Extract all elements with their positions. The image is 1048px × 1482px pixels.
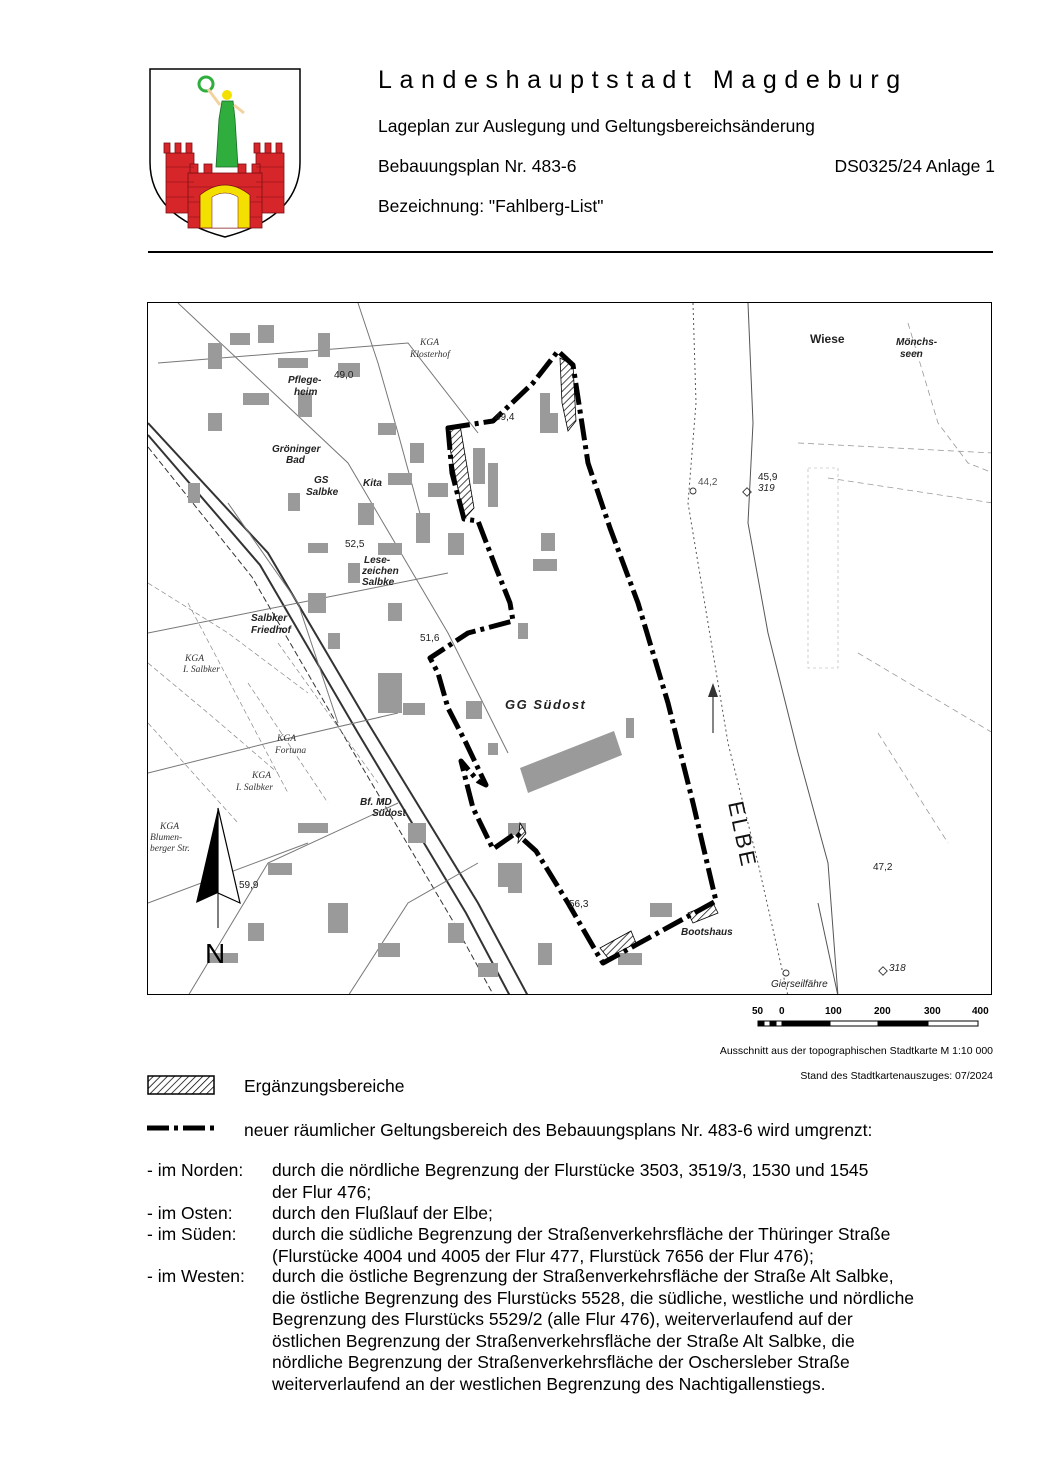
label-kga-blumenberger-3: berger Str. — [150, 844, 190, 854]
scale-tick-300: 300 — [924, 1006, 941, 1017]
label-height-45-9: 45,9 — [758, 472, 778, 483]
plan-area-buildings — [466, 393, 672, 917]
legend-supplement-label: Ergänzungsbereiche — [244, 1076, 405, 1096]
label-elbe: ELBE — [723, 798, 762, 871]
label-height-49-0: 49,0 — [334, 370, 354, 381]
elbe-river — [688, 303, 838, 995]
city-title: Landeshauptstadt Magdeburg — [378, 66, 908, 94]
map-frame — [147, 302, 992, 995]
meadow-parcel — [808, 468, 838, 668]
label-height-47-2: 47,2 — [873, 862, 893, 873]
label-kga-salbker-2b: I. Salbker — [236, 783, 273, 793]
label-height-51-6: 51,6 — [420, 633, 440, 644]
label-friedhof-1: Salbker — [251, 613, 288, 624]
plan-boundary — [430, 351, 716, 963]
supplement-areas — [446, 358, 718, 958]
label-north: N — [205, 938, 226, 969]
boundary-direction: - im Osten: — [147, 1203, 233, 1223]
label-gs-2: Salbke — [306, 487, 339, 498]
label-gierseilfaehre: Gierseilfähre — [771, 979, 828, 990]
label-pflegeheim-1: Pflege- — [288, 375, 322, 386]
map-source-note: Ausschnitt aus der topographischen Stadtkarte M 1:10 000 — [719, 1045, 993, 1057]
label-lesezeichen-1: Lese- — [364, 555, 391, 566]
boundary-direction: - im Westen: — [147, 1266, 245, 1286]
label-kga-fortuna-2: Fortuna — [275, 746, 307, 756]
legend-boundary-label: neuer räumlicher Geltungsbereich des Bebauungsplans Nr. 483-6 wird umgrenzt: — [244, 1120, 873, 1140]
label-wiese: Wiese — [810, 332, 845, 346]
label-lesezeichen-3: Salbke — [362, 577, 395, 588]
label-height-44-2: 44,2 — [698, 477, 718, 488]
label-kga-salbker-1b: I. Salbker — [183, 665, 220, 675]
label-moenchsseen-1: Mönchs- — [896, 337, 938, 348]
scale-tick-400: 400 — [972, 1006, 989, 1017]
legend-hatch-swatch — [147, 1075, 215, 1095]
label-friedhof-2: Friedhof — [251, 625, 291, 636]
map-status-note: Stand des Stadtkartenauszuges: 07/2024 — [800, 1070, 993, 1082]
legend-boundary-swatch — [147, 1123, 215, 1133]
scale-tick-100: 100 — [825, 1006, 842, 1017]
height-markers — [690, 488, 887, 976]
boundary-text: durch die südliche Begrenzung der Straßenverkehrsfläche der Thüringer Straße (Flurstücke 4004 und 4005 der Flur 477, Flurstück 7656 der Flur 476); — [272, 1224, 891, 1266]
label-groeninger-1: Gröninger — [272, 444, 321, 455]
boundary-text: durch den Flußlauf der Elbe; — [272, 1203, 493, 1223]
boundary-text: durch die nördliche Begrenzung der Flurstücke 3503, 3519/3, 1530 und 1545 der Flur 476; — [272, 1160, 869, 1202]
label-height-56-3: 56,3 — [569, 899, 589, 910]
plan-subtitle: Lageplan zur Auslegung und Geltungsbereichsänderung — [378, 116, 815, 136]
plan-number: Bebauungsplan Nr. 483-6 — [378, 156, 577, 176]
coat-of-arms — [148, 67, 302, 239]
floodplain-lines — [798, 323, 992, 843]
scale-bar — [748, 1003, 994, 1033]
boundary-text: durch die östliche Begrenzung der Straßenverkehrsfläche der Straße Alt Salbke, die östliche Begrenzung des Flurstücks 5528, die südliche, westliche und nördliche Begrenzung des Flurstücks 5529/2 (alle Flur 476), weiterverlaufend auf der östlichen Begrenzung der Straßenverkehrsfläche der Straße Alt Salbke, die nördliche Begrenzung der Straßenverkehrsfläche der Oschersleber Straße weiterverlaufend an der westlichen Begrenzung des Nachtigallenstiegs. — [272, 1266, 915, 1394]
scale-bar-segments — [758, 1021, 978, 1026]
scale-tick-50: 50 — [752, 1006, 764, 1017]
label-bootshaus: Bootshaus — [681, 927, 733, 938]
label-kga-blumenberger-2: Blumen- — [150, 833, 183, 843]
label-kga-blumenberger-1: KGA — [160, 822, 179, 832]
document-reference: DS0325/24 Anlage 1 — [834, 156, 995, 176]
label-height-49-4: 49,4 — [495, 412, 515, 423]
label-groeninger-2: Bad — [286, 455, 305, 466]
label-number-318: 318 — [889, 963, 906, 974]
flow-direction-arrow — [708, 683, 718, 733]
scale-tick-0: 0 — [779, 1006, 785, 1017]
boundary-direction: - im Süden: — [147, 1224, 237, 1244]
label-kga-klosterhof: KGA Klosterhof — [410, 338, 450, 360]
north-arrow — [196, 808, 240, 928]
label-kga-salbker-2a: KGA — [252, 771, 271, 781]
label-number-319: 319 — [758, 483, 775, 494]
label-moenchsseen-2: seen — [900, 349, 923, 360]
label-height-52-5: 52,5 — [345, 539, 365, 550]
label-bf-1: Bf. MD — [360, 797, 392, 808]
scale-tick-200: 200 — [874, 1006, 891, 1017]
label-kga-fortuna-1: KGA — [277, 734, 296, 744]
label-kita: Kita — [363, 478, 382, 489]
label-gs-1: GS — [314, 475, 329, 486]
header-divider — [148, 251, 993, 253]
topographic-map — [148, 303, 992, 995]
label-pflegeheim-2: heim — [294, 387, 318, 398]
label-kga-salbker-1a: KGA — [185, 654, 204, 664]
label-height-59-9: 59,9 — [239, 880, 259, 891]
label-bf-2: Südost — [372, 808, 406, 819]
boundary-direction: - im Norden: — [147, 1160, 244, 1180]
plan-designation: Bezeichnung: "Fahlberg-List" — [378, 196, 604, 216]
label-gg-suedost: GG Südost — [505, 697, 587, 712]
label-lesezeichen-2: zeichen — [362, 566, 399, 577]
